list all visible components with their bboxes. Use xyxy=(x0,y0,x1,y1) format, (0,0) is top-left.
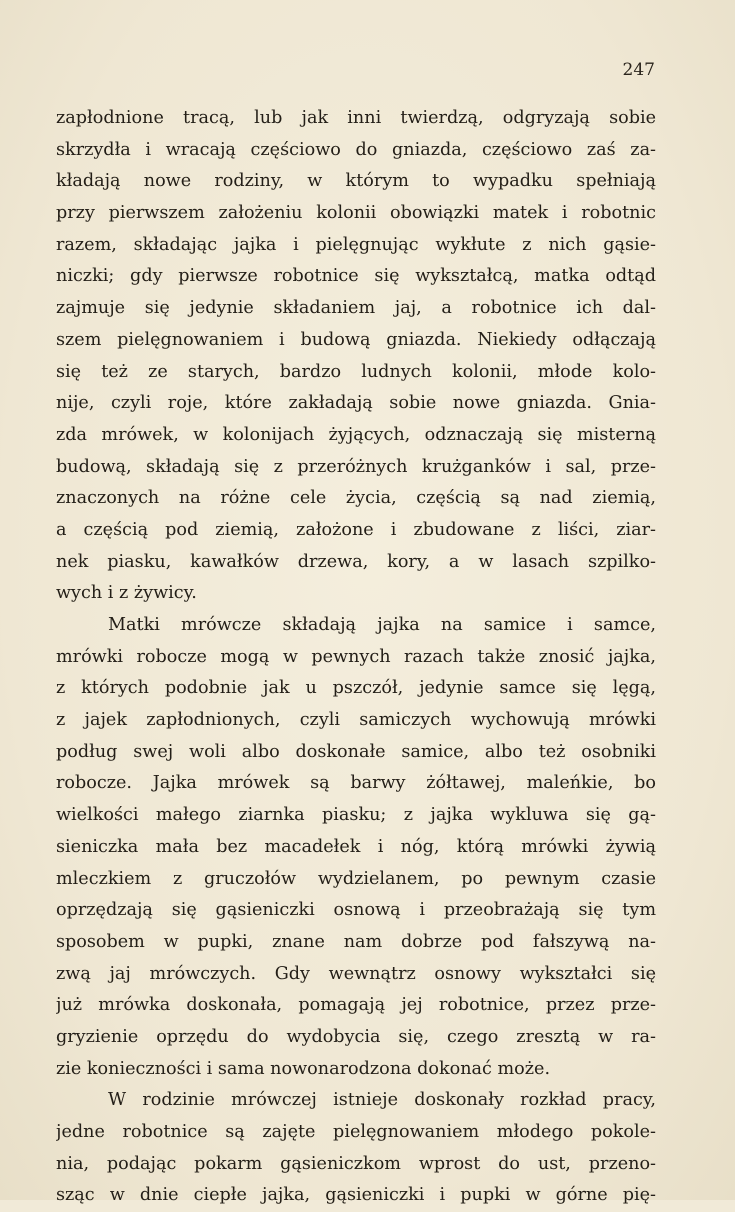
text-line: zajmuje się jedynie składaniem jaj, a robotnice ich dal- xyxy=(56,298,656,319)
text-line: W rodzinie mrówczej istnieje doskonały rozkład pracy, xyxy=(108,1090,656,1111)
text-line: skrzydła i wracają częściowo do gniazda, częściowo zaś za- xyxy=(56,139,656,160)
text-line: Matki mrówcze składają jajka na samice i samce, xyxy=(108,615,656,635)
text-line: sząc w dnie ciepłe jajka, gąsieniczki i pupki w górne pię- xyxy=(56,1185,656,1206)
text-line: już mrówka doskonała, pomagają jej robotnice, przez prze- xyxy=(56,995,656,1016)
text-line: niczki; gdy pierwsze robotnice się wykształcą, matka odtąd xyxy=(56,266,656,287)
text-line: oprzędzają się gąsieniczki osnową i przeobrażają się tym xyxy=(56,900,656,921)
text-line: z jajek zapłodnionych, czyli samiczych wychowują mrówki xyxy=(56,710,656,731)
text-line: zwą jaj mrówczych. Gdy wewnątrz osnowy wykształci się xyxy=(56,963,656,984)
text-line: wych i z żywicy. xyxy=(56,583,197,604)
text-line: nije, czyli roje, które zakładają sobie nowe gniazda. Gnia- xyxy=(56,393,656,414)
text-line: jedne robotnice są zajęte pielęgnowaniem młodego pokole- xyxy=(56,1122,656,1142)
text-line: razem, składając jajka i pielęgnując wykłute z nich gąsie- xyxy=(56,234,656,255)
text-line: robocze. Jajka mrówek są barwy żółtawej, maleńkie, bo xyxy=(56,773,656,794)
text-line: wielkości małego ziarnka piasku; z jajka wykluwa się gą- xyxy=(56,805,656,826)
text-line: sieniczka mała bez macadełek i nóg, którą mrówki żywią xyxy=(56,836,656,857)
text-line: znaczonych na różne cele życia, częścią są nad ziemią, xyxy=(56,488,656,509)
text-line: z których podobnie jak u pszczół, jedynie samce się lęgą, xyxy=(56,678,656,699)
text-line: podług swej woli albo doskonałe samice, albo też osobniki xyxy=(56,741,656,762)
body-text xyxy=(56,103,656,1212)
text-line: nia, podając pokarm gąsieniczkom wprost do ust, przeno- xyxy=(56,1153,656,1174)
page-number: 247 xyxy=(622,60,655,80)
text-line: zie konieczności i sama nowonarodzona dokonać może. xyxy=(56,1058,551,1079)
text-line: zapłodnione tracą, lub jak inni twierdzą, odgryzają sobie xyxy=(56,108,656,128)
text-line: sposobem w pupki, znane nam dobrze pod fałszywą na- xyxy=(56,931,656,952)
text-line: zda mrówek, w kolonijach żyjących, odznaczają się misterną xyxy=(56,424,656,445)
text-line: się też ze starych, bardzo ludnych kolonii, młode kolo- xyxy=(56,361,656,382)
text-line: budową, składają się z przeróżnych krużganków i sal, prze- xyxy=(56,456,656,477)
text-line: mleczkiem z gruczołów wydzielanem, po pewnym czasie xyxy=(56,868,656,889)
text-line: mrówki robocze mogą w pewnych razach także znosić jajka, xyxy=(56,646,656,667)
text-line: nek piasku, kawałków drzewa, kory, a w lasach szpilko- xyxy=(56,551,656,572)
text-line: kładają nowe rodziny, w którym to wypadku spełniają xyxy=(56,171,656,192)
text-line: szem pielęgnowaniem i budową gniazda. Niekiedy odłączają xyxy=(56,329,656,350)
text-line: a częścią pod ziemią, założone i zbudowane z liści, ziar- xyxy=(56,519,656,540)
text-line: przy pierwszem założeniu kolonii obowiązki matek i robotnic xyxy=(56,203,656,224)
text-line: gryzienie oprzędu do wydobycia się, czego zresztą w ra- xyxy=(56,1026,656,1047)
